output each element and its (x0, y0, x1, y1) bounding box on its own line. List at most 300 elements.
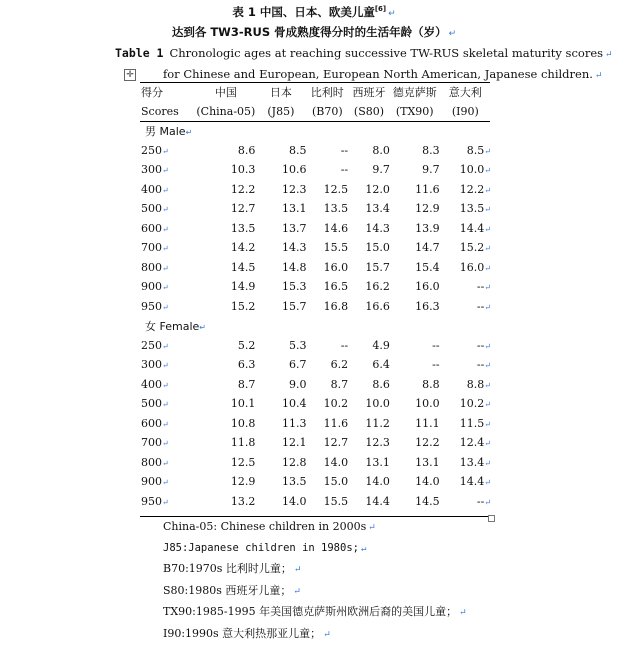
paragraph-mark-icon: ↵ (448, 29, 457, 39)
age-cell (348, 394, 390, 414)
age-cell (390, 238, 440, 258)
title-cn-line1: 表 1 中国、日本、欧美儿童 (232, 5, 375, 19)
note-text: I90:1990s 意大利热那亚儿童； (163, 626, 322, 640)
cell-text: -- (476, 338, 485, 352)
table-row (141, 160, 491, 180)
age-cell (196, 375, 255, 395)
paragraph-mark-icon: ↵ (484, 283, 491, 293)
cell-text: 8.5 (466, 143, 485, 157)
table-row (141, 238, 491, 258)
cell-text: -- (476, 494, 485, 508)
title-en-line2: for Chinese and European, European North American, Japanese children. (163, 67, 593, 81)
cell-text: -- (340, 338, 349, 352)
age-cell (306, 472, 348, 492)
cell-text: 12.4 (459, 436, 485, 450)
paragraph-mark-icon: ↵ (162, 146, 169, 156)
paragraph-mark-icon: ↵ (484, 166, 491, 176)
cell-text: -- (476, 358, 485, 372)
cell-text: 16.2 (365, 280, 390, 294)
age-cell (306, 219, 348, 239)
age-cell (390, 472, 440, 492)
table-row (141, 492, 491, 512)
age-cell (306, 336, 348, 356)
paragraph-mark-icon: ↵ (162, 361, 169, 371)
score-cell (141, 160, 196, 180)
age-cell (306, 199, 348, 219)
cell-text: 5.2 (237, 338, 256, 352)
header-cell: 比利时 (310, 85, 344, 99)
cell-text: 15.5 (323, 241, 349, 255)
age-cell (255, 238, 306, 258)
age-cell (348, 277, 390, 297)
age-cell (348, 414, 390, 434)
age-cell (348, 238, 390, 258)
paragraph-mark-icon: ↵ (162, 166, 169, 176)
cell-text: 16.8 (323, 299, 349, 313)
age-cell (348, 141, 390, 161)
cell-text: 8.0 (372, 143, 390, 157)
cell-text: 15.0 (323, 475, 349, 489)
note-text: TX90:1985-1995 年美国德克萨斯州欧洲后裔的美国儿童； (163, 605, 458, 619)
cell-text: 10.0 (459, 163, 485, 177)
paragraph-mark-icon: ↵ (162, 341, 169, 351)
score-cell (141, 219, 196, 239)
paragraph-mark-icon: ↵ (484, 205, 491, 215)
paragraph-mark-icon: ↵ (484, 458, 491, 468)
score-cell (141, 180, 196, 200)
age-cell (306, 492, 348, 512)
age-cell (390, 492, 440, 512)
cell-text: 9.7 (372, 163, 390, 177)
note-text: S80:1980s 西班牙儿童； (163, 583, 292, 597)
age-cell (440, 180, 491, 200)
age-cell (390, 433, 440, 453)
paragraph-mark-icon: ↵ (484, 185, 491, 195)
header-cell: (TX90) (395, 104, 434, 118)
age-cell (196, 180, 255, 200)
cell-text: -- (432, 358, 440, 372)
cell-text: -- (340, 163, 349, 177)
age-cell (306, 277, 348, 297)
age-cell (440, 433, 491, 453)
score-cell (141, 277, 196, 297)
age-cell (440, 375, 491, 395)
cell-text: 13.1 (415, 455, 440, 469)
title-cn-line2: 达到各 TW3-RUS 骨成熟度得分时的生活年龄（岁） (171, 25, 447, 39)
age-cell (306, 394, 348, 414)
cell-text: 500 (141, 397, 162, 411)
age-cell (306, 453, 348, 473)
cell-text: 15.5 (323, 494, 349, 508)
age-cell (255, 180, 306, 200)
cell-text: 8.8 (422, 377, 440, 391)
age-cell (196, 238, 255, 258)
table-label: Table 1 (115, 46, 164, 60)
cell-text: 13.4 (365, 202, 390, 216)
paragraph-mark-icon: ↵ (484, 263, 491, 273)
cell-text: 6.7 (288, 358, 307, 372)
age-cell (255, 433, 306, 453)
score-cell (141, 258, 196, 278)
cell-text: 11.3 (281, 416, 307, 430)
cell-text: 9.0 (288, 377, 307, 391)
cell-text: 800 (141, 260, 162, 274)
cell-text: 10.0 (415, 397, 440, 411)
cell-text: 10.0 (365, 397, 390, 411)
age-cell (440, 414, 491, 434)
note-text: B70:1970s 比利时儿童； (163, 562, 292, 576)
cell-text: 10.4 (281, 397, 307, 411)
cell-text: 900 (141, 475, 162, 489)
cell-text: 14.0 (415, 475, 440, 489)
cell-text: 14.3 (281, 241, 307, 255)
cell-text: 8.6 (237, 143, 256, 157)
paragraph-mark-icon: ↵ (368, 523, 376, 533)
score-cell (141, 453, 196, 473)
cell-text: -- (340, 143, 349, 157)
age-cell (348, 180, 390, 200)
table-row (141, 394, 491, 414)
cell-text: 11.6 (415, 182, 440, 196)
header-cell: 日本 (269, 85, 292, 99)
cell-text: 11.1 (415, 416, 440, 430)
score-cell (141, 141, 196, 161)
age-cell (255, 199, 306, 219)
cell-text: 10.6 (281, 163, 307, 177)
age-cell (306, 238, 348, 258)
age-cell (196, 297, 255, 317)
table-row (141, 472, 491, 492)
paragraph-mark-icon: ↵ (162, 497, 169, 507)
age-cell (255, 472, 306, 492)
note-line (163, 602, 467, 624)
cell-text: 12.5 (230, 455, 256, 469)
female-section-row (141, 316, 491, 336)
male-section-row (141, 121, 491, 141)
age-cell (255, 355, 306, 375)
age-cell (440, 453, 491, 473)
note-line (163, 539, 467, 560)
paragraph-mark-icon: ↵ (484, 361, 491, 371)
header-cell: 得分 (141, 85, 163, 99)
age-cell (348, 160, 390, 180)
age-cell (440, 492, 491, 512)
age-cell (306, 355, 348, 375)
age-cell (196, 414, 255, 434)
cell-text: 700 (141, 436, 162, 450)
cell-text: 6.2 (330, 358, 349, 372)
score-cell (141, 433, 196, 453)
cell-text: 13.5 (323, 202, 349, 216)
cell-text: 400 (141, 182, 162, 196)
table-row (141, 433, 491, 453)
table-row (141, 277, 491, 297)
age-cell (390, 180, 440, 200)
cell-text: 15.3 (281, 280, 307, 294)
age-cell (306, 414, 348, 434)
age-cell (196, 336, 255, 356)
table-move-handle-icon[interactable]: ✛ (124, 69, 136, 81)
header-cell: (China-05) (196, 104, 256, 118)
table-title-en (115, 44, 625, 86)
cell-text: 14.3 (365, 221, 390, 235)
maturity-table (141, 82, 491, 511)
paragraph-mark-icon: ↵ (162, 380, 169, 390)
age-cell (440, 160, 491, 180)
cell-text: 250 (141, 143, 162, 157)
paragraph-mark-icon: ↵ (484, 400, 491, 410)
table-title-cn (0, 4, 628, 20)
section-label (141, 121, 491, 141)
paragraph-mark-icon: ↵ (484, 419, 491, 429)
score-cell (141, 414, 196, 434)
age-cell (440, 472, 491, 492)
cell-text: 6.3 (237, 358, 256, 372)
cell-text: 300 (141, 358, 162, 372)
paragraph-mark-icon: ↵ (484, 146, 491, 156)
age-cell (440, 258, 491, 278)
age-cell (348, 355, 390, 375)
age-cell (348, 453, 390, 473)
age-cell (390, 258, 440, 278)
age-cell (255, 375, 306, 395)
age-cell (348, 492, 390, 512)
note-text: China-05: Chinese children in 2000s (163, 520, 367, 533)
age-cell (196, 219, 255, 239)
age-cell (440, 141, 491, 161)
cell-text: 14.4 (459, 221, 485, 235)
age-cell (255, 414, 306, 434)
age-cell (348, 258, 390, 278)
paragraph-mark-icon: ↵ (162, 458, 169, 468)
cell-text: 13.2 (230, 494, 256, 508)
cell-text: 12.2 (459, 182, 485, 196)
table-row (141, 336, 491, 356)
cell-text: 14.9 (230, 280, 256, 294)
header-cell: (S80) (353, 104, 385, 118)
table-row (141, 199, 491, 219)
age-cell (440, 277, 491, 297)
age-cell (255, 453, 306, 473)
cell-text: 15.7 (281, 299, 307, 313)
paragraph-mark-icon: ↵ (484, 478, 491, 488)
paragraph-mark-icon: ↵ (162, 205, 169, 215)
cell-text: 16.3 (415, 299, 440, 313)
table-row (141, 141, 491, 161)
paragraph-mark-icon: ↵ (594, 71, 603, 81)
cell-text: 16.6 (365, 299, 390, 313)
table-row (141, 375, 491, 395)
age-cell (255, 277, 306, 297)
cell-text: 14.0 (323, 455, 349, 469)
paragraph-mark-icon: ↵ (293, 586, 301, 597)
cell-text: 12.7 (323, 436, 349, 450)
age-cell (255, 492, 306, 512)
age-cell (390, 141, 440, 161)
cell-text: 12.0 (365, 182, 390, 196)
cell-text: 16.0 (459, 260, 485, 274)
age-cell (390, 355, 440, 375)
cell-text: 13.5 (230, 221, 256, 235)
cell-text: 12.9 (415, 202, 440, 216)
cell-text: 4.9 (372, 338, 390, 352)
cell-text: 11.8 (230, 436, 256, 450)
cell-text: 16.0 (415, 280, 440, 294)
age-cell (390, 219, 440, 239)
cell-text: 600 (141, 221, 162, 235)
cell-text: 500 (141, 202, 162, 216)
paragraph-mark-icon: ↵ (484, 380, 491, 390)
citation-ref[interactable]: [6] (374, 5, 387, 14)
age-cell (348, 199, 390, 219)
age-cell (440, 199, 491, 219)
age-cell (390, 297, 440, 317)
score-cell (141, 355, 196, 375)
cell-text: 13.5 (281, 475, 307, 489)
cell-text: 8.3 (422, 143, 440, 157)
cell-text: 8.7 (330, 377, 349, 391)
cell-text: 600 (141, 416, 162, 430)
cell-text: 12.9 (230, 475, 256, 489)
paragraph-mark-icon: ↵ (199, 322, 206, 332)
age-cell (196, 258, 255, 278)
table-row (141, 297, 491, 317)
paragraph-mark-icon: ↵ (162, 263, 169, 273)
note-text: J85:Japanese children in 1980s; (163, 541, 359, 554)
cell-text: 13.7 (281, 221, 307, 235)
cell-text: -- (432, 338, 440, 352)
cell-text: 15.2 (459, 241, 485, 255)
paragraph-mark-icon: ↵ (484, 439, 491, 449)
age-cell (390, 375, 440, 395)
score-cell (141, 297, 196, 317)
section-label-text: 男 Male (145, 124, 186, 138)
age-cell (306, 160, 348, 180)
table-row (141, 180, 491, 200)
cell-text: 950 (141, 299, 162, 313)
header-cell: (J85) (267, 104, 295, 118)
age-cell (348, 297, 390, 317)
score-cell (141, 336, 196, 356)
age-cell (390, 160, 440, 180)
age-cell (255, 297, 306, 317)
table-row (141, 219, 491, 239)
cell-text: 14.5 (230, 260, 256, 274)
age-cell (348, 375, 390, 395)
age-cell (196, 199, 255, 219)
note-line (163, 559, 467, 581)
paragraph-mark-icon: ↵ (484, 302, 491, 312)
cell-text: 10.1 (230, 397, 256, 411)
paragraph-mark-icon: ↵ (162, 302, 169, 312)
paragraph-mark-icon: ↵ (162, 283, 169, 293)
age-cell (196, 394, 255, 414)
age-cell (255, 219, 306, 239)
cell-text: 12.3 (365, 436, 390, 450)
age-cell (255, 160, 306, 180)
age-cell (440, 336, 491, 356)
title-en-line1: Chronologic ages at reaching successive TW-RUS skeletal maturity scores (169, 46, 604, 60)
cell-text: 14.2 (230, 241, 256, 255)
cell-text: 14.0 (281, 494, 307, 508)
score-cell (141, 238, 196, 258)
table-row (141, 453, 491, 473)
cell-text: 16.0 (323, 260, 349, 274)
note-line (163, 624, 467, 646)
age-cell (196, 160, 255, 180)
cell-text: 15.7 (365, 260, 390, 274)
cell-text: 12.1 (281, 436, 307, 450)
paragraph-mark-icon: ↵ (323, 629, 331, 640)
paragraph-mark-icon: ↵ (162, 439, 169, 449)
cell-text: 8.5 (288, 143, 307, 157)
age-cell (390, 394, 440, 414)
cell-text: 14.8 (281, 260, 307, 274)
age-cell (390, 199, 440, 219)
note-line (163, 517, 467, 539)
cell-text: 13.9 (415, 221, 440, 235)
cell-text: 250 (141, 338, 162, 352)
header-row-en (141, 102, 491, 122)
age-cell (255, 394, 306, 414)
cell-text: -- (476, 299, 485, 313)
cell-text: 800 (141, 455, 162, 469)
cell-text: 8.8 (466, 377, 485, 391)
header-cell: Scores (141, 104, 179, 118)
cell-text: 15.4 (415, 260, 440, 274)
age-cell (348, 336, 390, 356)
cell-text: 14.6 (323, 221, 349, 235)
cell-text: 10.2 (323, 397, 349, 411)
table-row (141, 414, 491, 434)
age-cell (196, 277, 255, 297)
age-cell (306, 433, 348, 453)
cell-text: 8.6 (372, 377, 390, 391)
cell-text: 14.5 (415, 494, 440, 508)
paragraph-mark-icon: ↵ (293, 565, 302, 576)
age-cell (306, 180, 348, 200)
cell-text: 9.7 (422, 163, 440, 177)
header-row-cn (141, 82, 491, 102)
cell-text: 12.2 (230, 182, 256, 196)
age-cell (196, 433, 255, 453)
paragraph-mark-icon: ↵ (605, 50, 613, 60)
age-cell (390, 414, 440, 434)
score-cell (141, 492, 196, 512)
cell-text: 950 (141, 494, 162, 508)
paragraph-mark-icon: ↵ (484, 341, 491, 351)
age-cell (348, 472, 390, 492)
table-resize-handle[interactable] (488, 515, 495, 522)
age-cell (440, 355, 491, 375)
age-cell (440, 238, 491, 258)
paragraph-mark-icon: ↵ (162, 419, 169, 429)
age-cell (196, 492, 255, 512)
cell-text: 14.7 (415, 241, 440, 255)
paragraph-mark-icon: ↵ (459, 608, 467, 619)
paragraph-mark-icon: ↵ (162, 478, 169, 488)
age-cell (196, 141, 255, 161)
table-notes (163, 517, 467, 646)
cell-text: 13.5 (459, 202, 485, 216)
cell-text: 14.0 (365, 475, 390, 489)
age-cell (390, 336, 440, 356)
cell-text: 16.5 (323, 280, 349, 294)
age-cell (440, 297, 491, 317)
cell-text: 13.1 (281, 202, 307, 216)
table-row (141, 355, 491, 375)
header-cell: (B70) (311, 104, 343, 118)
